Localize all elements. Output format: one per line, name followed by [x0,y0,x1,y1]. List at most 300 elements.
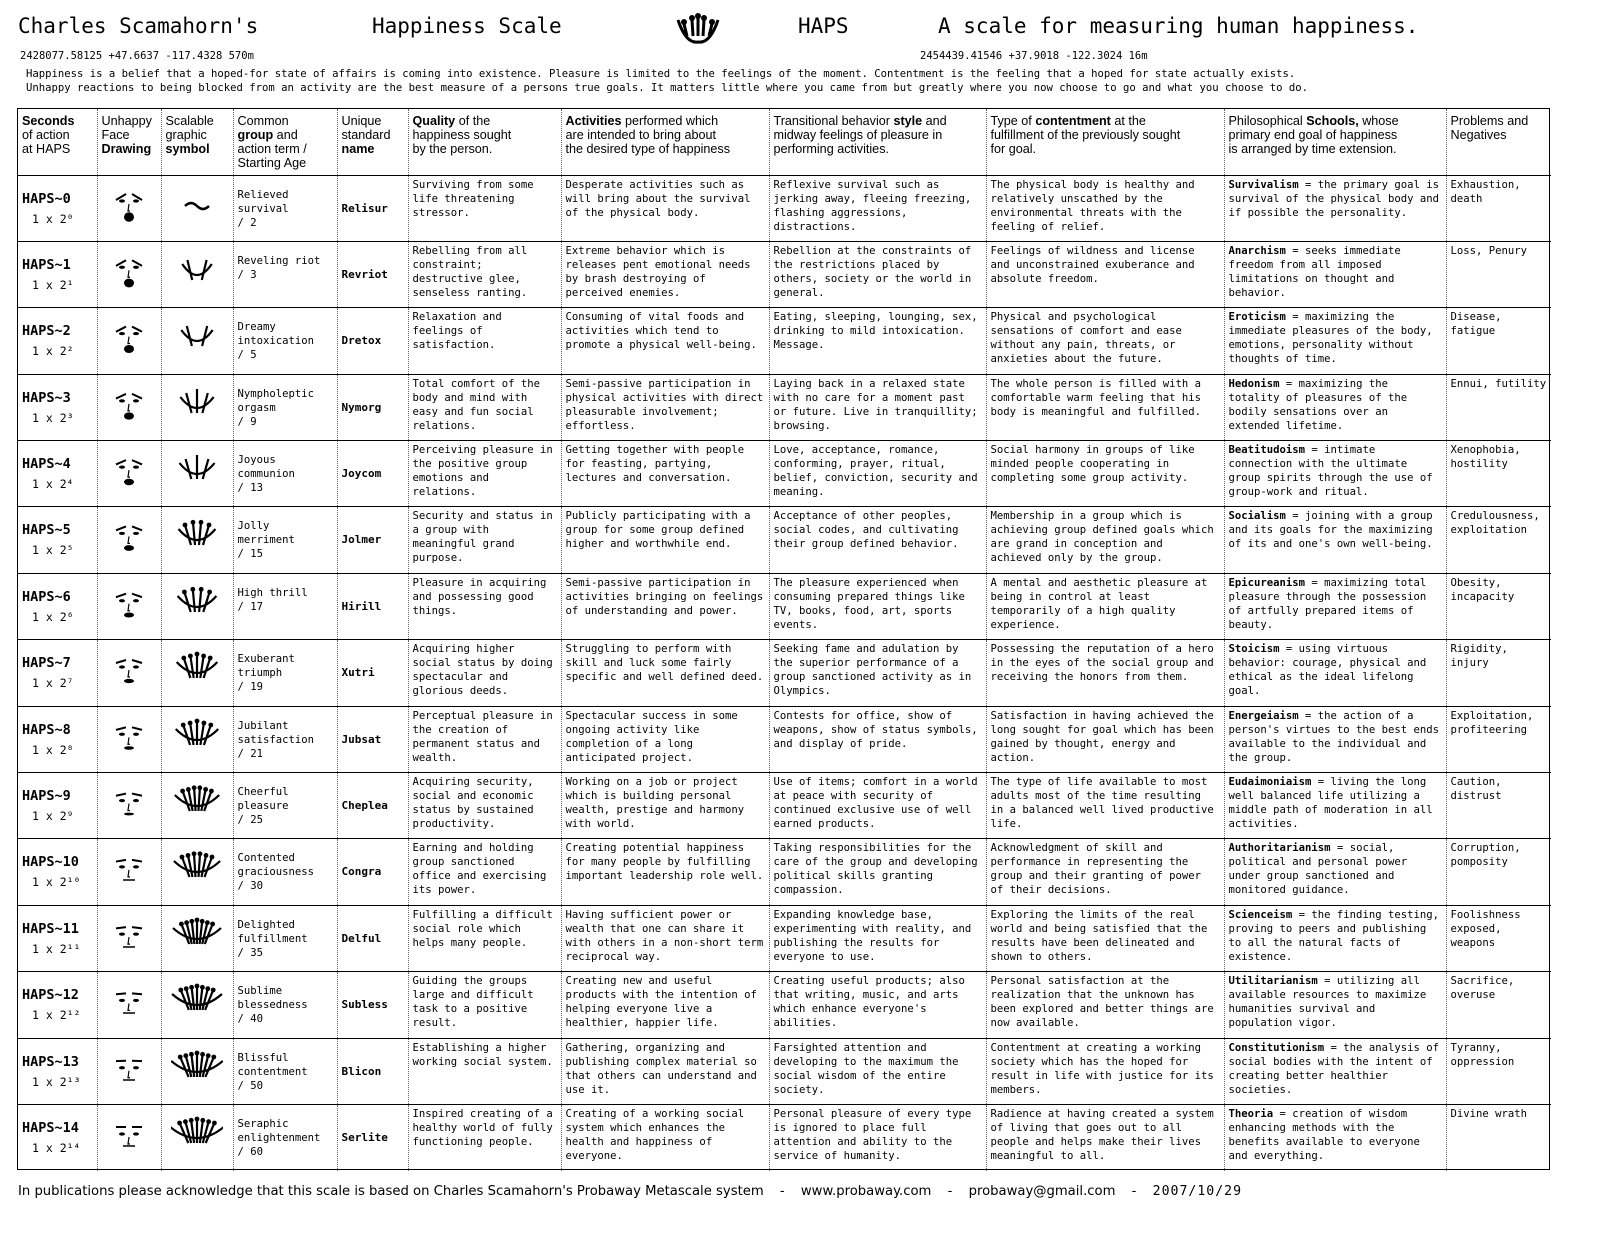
haps-level: HAPS~4 [22,456,71,473]
col-contentment: Type of contentment at the fulfillment of the previously sought for goal. [986,109,1224,175]
starting-age: / 15 [237,548,264,561]
cell-school [1224,507,1446,573]
school-description: = maximizing the immediate pleasures of the body, emotions, personality without thoughts of time. [1228,311,1433,366]
cell-style: Creating useful products; also that writing, music, and arts which enhance everyone's abilities. [769,972,986,1038]
haps-level: HAPS~7 [22,655,71,672]
col-name: Unique standard name [337,109,408,175]
starting-age: / 50 [237,1079,264,1092]
unhappy-face-icon [111,847,147,887]
table-row [18,241,1551,307]
cell-name [337,773,408,839]
table-row [18,972,1551,1038]
cell-face [97,507,161,573]
cell-contentment: The whole person is filled with a comfortable warm feeling that his body is meaningful and fulfilled. [986,374,1224,440]
haps-symbol-icon [171,1047,223,1087]
school-name: Survivalism [1228,178,1299,191]
cell-seconds [18,175,97,241]
school-name: Socialism [1228,510,1286,523]
cell-contentment: Feelings of wildness and license and unconstrained exuberance and absolute freedom. [986,241,1224,307]
school-description: = creation of wisdom enhancing methods with the benefits available to everyone and everything. [1228,1107,1420,1162]
school-description: = maximizing the totality of pleasures of the bodily sensations over an extended lifetime. [1228,377,1408,432]
table-row [18,507,1551,573]
starting-age: / 2 [237,216,257,229]
cell-school [1224,773,1446,839]
cell-school [1224,706,1446,772]
footer [18,1184,1578,1199]
table-row [18,1104,1551,1170]
unhappy-face-icon [111,515,147,555]
cell-activities: Publicly participating with a group for some group defined higher and worthwhile end. [561,507,769,573]
col-quality: Quality of the happiness sought by the person. [408,109,561,175]
cell-quality: Pleasure in acquiring and possessing good things. [408,573,561,639]
cell-face [97,972,161,1038]
cell-activities: Creating of a working social system which enhances the health and happiness of everyone. [561,1104,769,1170]
term-label: Jolly merriment [237,520,295,547]
school-description: = the action of a person's virtues to the best ends available to the individual and the group. [1228,709,1439,764]
cell-style: Seeking fame and adulation by the superior performance of a group sanctioned activity as in Olympics. [769,640,986,706]
cell-symbol [161,773,233,839]
school-description: = seeks immediate freedom from all imposed limitations on thought and behavior. [1228,244,1401,299]
cell-quality: Surviving from some life threatening stressor. [408,175,561,241]
cell-name [337,1104,408,1170]
starting-age: / 35 [237,946,264,959]
starting-age: / 40 [237,1013,264,1026]
term-label: Relieved survival [237,188,289,215]
cell-contentment: Possessing the reputation of a hero in the eyes of the social group and receiving the honors from them. [986,640,1224,706]
cell-activities: Working on a job or project which is building personal wealth, prestige and harmony with world. [561,773,769,839]
cell-school [1224,1038,1446,1104]
haps-symbol-icon [171,648,223,688]
table-row [18,441,1551,507]
haps-symbol-icon [171,449,223,489]
footer-site-link[interactable]: www.probaway.com [800,1184,932,1199]
cell-activities: Consuming of vital foods and activities which tend to promote a physical well-being. [561,308,769,374]
term-label: Delighted fulfillment [237,918,308,945]
table-row [18,308,1551,374]
author-title: Charles Scamahorn's [18,14,259,38]
school-description: = using virtuous behavior: courage, physical and ethical as the ideal lifelong goal. [1228,643,1427,698]
cell-contentment: The physical body is healthy and relatively unscathed by the environmental threats with the feeling of relief. [986,175,1224,241]
cell-problems: Foolishness exposed, weapons [1446,905,1551,971]
unhappy-face-icon [111,648,147,688]
cell-seconds [18,773,97,839]
cell-seconds [18,1104,97,1170]
intro-line-1: Happiness is a belief that a hoped-for state of affairs is coming into existence. Pleasure is limited to the feelings of the moment. Contentment is the feeling that a hoped for state actually exists. [26,68,1296,80]
cell-term [233,972,337,1038]
unhappy-face-icon [111,582,147,622]
cell-quality: Acquiring higher social status by doing spectacular and glorious deeds. [408,640,561,706]
table-row [18,374,1551,440]
table-row [18,839,1551,905]
cell-style: Acceptance of other peoples, social codes, and cultivating their group defined behavior. [769,507,986,573]
cell-name [337,1038,408,1104]
cell-name [337,175,408,241]
term-label: Joyous communion [237,454,295,481]
unique-name: Joycom [341,467,382,481]
col-schools: Philosophical Schools, whose primary end goal of happiness is arranged by time extension. [1224,109,1446,175]
col-seconds: Seconds of action at HAPS [18,109,97,175]
cell-symbol [161,1104,233,1170]
cell-name [337,640,408,706]
cell-problems: Exhaustion, death [1446,175,1551,241]
cell-seconds [18,441,97,507]
school-description: = maximizing total pleasure through the possession of artfully prepared items of beauty. [1228,576,1427,631]
cell-contentment: A mental and aesthetic pleasure at being in control at least temporarily of a high quality experience. [986,573,1224,639]
cell-seconds [18,706,97,772]
cell-activities: Semi-passive participation in activities bringing on feelings of understanding and power. [561,573,769,639]
cell-problems: Xenophobia, hostility [1446,441,1551,507]
cell-problems: Sacrifice, overuse [1446,972,1551,1038]
unique-name: Xutri [341,666,375,680]
cell-name [337,374,408,440]
cell-term [233,374,337,440]
seconds-multiplier: 1 x 2² [32,344,74,359]
cell-contentment: Membership in a group which is achieving group defined goals which are grand in conception and achieved only by the group. [986,507,1224,573]
table-row [18,1038,1551,1104]
cell-quality: Inspired creating of a healthy world of fully functioning people. [408,1104,561,1170]
cell-term [233,1104,337,1170]
haps-level: HAPS~13 [22,1053,79,1070]
haps-symbol-icon [171,980,223,1020]
cell-school [1224,241,1446,307]
cell-problems: Obesity, incapacity [1446,573,1551,639]
haps-symbol-icon [171,847,223,887]
cell-style: Expanding knowledge base, experimenting with reality, and publishing the results for everyone to use. [769,905,986,971]
haps-symbol-icon [171,316,223,356]
haps-level: HAPS~2 [22,323,71,340]
school-description: = social, political and personal power under group sanctioned and monitored guidance. [1228,842,1408,897]
cell-school [1224,972,1446,1038]
haps-logo-icon [670,10,726,48]
school-name: Stoicism [1228,643,1280,656]
cell-style: The pleasure experienced when consuming prepared things like TV, books, food, art, sports events. [769,573,986,639]
seconds-multiplier: 1 x 2⁵ [32,543,74,558]
school-description: = living the long well balanced life utilizing a middle path of moderation in all activities. [1228,776,1433,831]
haps-level: HAPS~11 [22,920,79,937]
school-name: Beatitudoism [1228,444,1306,457]
starting-age: / 19 [237,681,264,694]
footer-ack: In publications please acknowledge that this scale is based on Charles Scamahorn's Probaway Metascale system [18,1184,764,1199]
footer-sep: - [947,1184,953,1199]
school-name: Anarchism [1228,244,1286,257]
cell-style: Farsighted attention and developing to the maximum the social wisdom of the entire society. [769,1038,986,1104]
cell-contentment: Acknowledgment of skill and performance in representing the group and their granting of power of their decisions. [986,839,1224,905]
unique-name: Nymorg [341,400,382,414]
cell-seconds [18,640,97,706]
coords-left: 2428077.58125 +47.6637 -117.4328 570m [20,50,254,62]
haps-level: HAPS~10 [22,854,79,871]
title-row [18,14,1578,46]
intro-line-2: Unhappy reactions to being blocked from an activity are the best measure of a persons true goals. It matters little where you came from but greatly where you now choose to go and what you choose to do. [26,82,1308,94]
table-row [18,573,1551,639]
unique-name: Dretox [341,334,382,348]
term-label: Nympholeptic orgasm [237,387,315,414]
unique-name: Serlite [341,1130,388,1144]
seconds-multiplier: 1 x 2¹⁰ [32,875,81,890]
seconds-multiplier: 1 x 2¹ [32,277,74,292]
cell-contentment: Satisfaction in having achieved the long sought for goal which has been gained by thought, energy and action. [986,706,1224,772]
intro-text [26,67,1586,95]
cell-symbol [161,441,233,507]
seconds-multiplier: 1 x 2³ [32,410,74,425]
term-label: High thrill [237,586,308,599]
unhappy-face-icon [111,250,147,290]
unique-name: Revriot [341,267,388,281]
cell-quality: Establishing a higher working social system. [408,1038,561,1104]
cell-term [233,507,337,573]
cell-symbol [161,706,233,772]
seconds-multiplier: 1 x 2¹⁴ [32,1140,81,1155]
unhappy-face-icon [111,980,147,1020]
cell-style: Contests for office, show of weapons, show of status symbols, and display of pride. [769,706,986,772]
cell-style: Love, acceptance, romance, conforming, prayer, ritual, belief, conviction, security and meaning. [769,441,986,507]
unique-name: Relisur [341,201,388,215]
term-label: Cheerful pleasure [237,786,289,813]
cell-face [97,573,161,639]
cell-contentment: The type of life available to most adults most of the time resulting in a balanced well lived productive life. [986,773,1224,839]
cell-problems: Corruption, pomposity [1446,839,1551,905]
haps-level: HAPS~3 [22,389,71,406]
seconds-multiplier: 1 x 2⁶ [32,609,74,624]
term-label: Jubilant satisfaction [237,719,315,746]
cell-activities: Having sufficient power or wealth that one can share it with others in a non-short term reciprocal way. [561,905,769,971]
cell-seconds [18,308,97,374]
cell-name [337,441,408,507]
seconds-multiplier: 1 x 2⁴ [32,477,74,492]
cell-problems: Ennui, futility [1446,374,1551,440]
footer-sep: - [779,1184,785,1199]
cell-term [233,839,337,905]
seconds-multiplier: 1 x 2⁹ [32,809,74,824]
cell-name [337,839,408,905]
unhappy-face-icon [111,715,147,755]
school-description: = intimate connection with the ultimate group spirits through the use of group-work and ritual. [1228,444,1433,499]
cell-problems: Rigidity, injury [1446,640,1551,706]
cell-style: Personal pleasure of every type is ignored to place full attention and ability to the service of humanity. [769,1104,986,1170]
school-name: Eudaimoniaism [1228,776,1312,789]
unique-name: Blicon [341,1064,382,1078]
cell-symbol [161,640,233,706]
cell-school [1224,573,1446,639]
cell-activities: Struggling to perform with skill and luck some fairly specific and well defined deed. [561,640,769,706]
unhappy-face-icon [111,316,147,356]
unhappy-face-icon [111,914,147,954]
cell-problems: Divine wrath [1446,1104,1551,1170]
cell-problems: Loss, Penury [1446,241,1551,307]
cell-face [97,1038,161,1104]
footer-email-link[interactable]: probaway@gmail.com [968,1184,1116,1199]
tagline: A scale for measuring human happiness. [938,14,1419,38]
cell-problems: Tyranny, oppression [1446,1038,1551,1104]
starting-age: / 17 [237,600,264,613]
cell-name [337,905,408,971]
cell-seconds [18,507,97,573]
coords-right: 2454439.41546 +37.9018 -122.3024 16m [920,50,1148,62]
cell-seconds [18,374,97,440]
cell-activities: Desperate activities such as will bring about the survival of the physical body. [561,175,769,241]
cell-face [97,706,161,772]
cell-contentment: Personal satisfaction at the realization that the unknown has been explored and better things are now available. [986,972,1224,1038]
haps-symbol-icon [171,383,223,423]
cell-seconds [18,905,97,971]
cell-contentment: Contentment at creating a working society which has the hoped for result in life with justice for its members. [986,1038,1224,1104]
cell-problems: Caution, distrust [1446,773,1551,839]
cell-face [97,441,161,507]
haps-level: HAPS~14 [22,1119,79,1136]
cell-term [233,706,337,772]
seconds-multiplier: 1 x 2⁰ [32,211,74,226]
starting-age: / 21 [237,747,264,760]
cell-school [1224,441,1446,507]
cell-face [97,308,161,374]
cell-style: Rebellion at the constraints of the restrictions placed by others, society or the world in general. [769,241,986,307]
haps-symbol-icon [171,515,223,555]
cell-symbol [161,839,233,905]
cell-term [233,175,337,241]
term-label: Sublime blessedness [237,985,308,1012]
cell-term [233,640,337,706]
unique-name: Congra [341,865,382,879]
starting-age: / 25 [237,814,264,827]
cell-symbol [161,507,233,573]
col-symbol: Scalable graphic symbol [161,109,233,175]
cell-seconds [18,839,97,905]
unhappy-face-icon [111,449,147,489]
cell-symbol [161,905,233,971]
haps-symbol-icon [171,582,223,622]
unique-name: Delful [341,931,382,945]
haps-symbol-icon [171,184,223,224]
term-label: Seraphic enlightenment [237,1117,321,1144]
school-description: = the analysis of social bodies with the intent of creating better healthier societies. [1228,1041,1439,1096]
term-label: Reveling riot [237,254,321,267]
cell-face [97,241,161,307]
school-name: Constitutionism [1228,1041,1325,1054]
cell-activities: Extreme behavior which is releases pent emotional needs by brash destroying of perceived enemies. [561,241,769,307]
term-label: Exuberant triumph [237,653,295,680]
unique-name: Cheplea [341,799,388,813]
haps-level: HAPS~8 [22,721,71,738]
unhappy-face-icon [111,184,147,224]
haps-symbol-icon [171,715,223,755]
starting-age: / 3 [237,268,257,281]
cell-style: Reflexive survival such as jerking away, fleeing freezing, flashing aggressions, distractions. [769,175,986,241]
unhappy-face-icon [111,1113,147,1153]
school-description: = utilizing all available resources to maximize humanities survival and population vigor. [1228,975,1427,1030]
cell-symbol [161,374,233,440]
unique-name: Jolmer [341,533,382,547]
cell-face [97,640,161,706]
cell-contentment: Exploring the limits of the real world and being satisfied that the results have been delineated and shown to others. [986,905,1224,971]
cell-activities: Gathering, organizing and publishing complex material so that others can understand and use it. [561,1038,769,1104]
header-row [18,109,1551,175]
starting-age: / 30 [237,880,264,893]
cell-quality: Guiding the groups large and difficult task to a positive result. [408,972,561,1038]
cell-contentment: Social harmony in groups of like minded people cooperating in completing some group activity. [986,441,1224,507]
cell-seconds [18,241,97,307]
haps-symbol-icon [171,914,223,954]
cell-term [233,308,337,374]
cell-quality: Perceptual pleasure in the creation of permanent status and wealth. [408,706,561,772]
cell-face [97,773,161,839]
term-label: Contented graciousness [237,852,315,879]
unhappy-face-icon [111,1047,147,1087]
cell-style: Use of items; comfort in a world at peace with security of continued exclusive use of well earned products. [769,773,986,839]
cell-seconds [18,972,97,1038]
cell-symbol [161,1038,233,1104]
unhappy-face-icon [111,781,147,821]
cell-seconds [18,573,97,639]
cell-problems: Credulousness, exploitation [1446,507,1551,573]
cell-symbol [161,241,233,307]
seconds-multiplier: 1 x 2⁸ [32,742,74,757]
cell-school [1224,905,1446,971]
haps-level: HAPS~5 [22,522,71,539]
cell-activities: Creating potential happiness for many people by fulfilling important leadership role well. [561,839,769,905]
abbr-title: HAPS [798,14,849,38]
table-row [18,640,1551,706]
cell-symbol [161,308,233,374]
school-description: = joining with a group and its goals for the maximizing of its and one's own well-being. [1228,510,1433,551]
unique-name: Subless [341,998,388,1012]
haps-level: HAPS~1 [22,256,71,273]
school-name: Energeiaism [1228,709,1299,722]
seconds-multiplier: 1 x 2⁷ [32,676,74,691]
col-style: Transitional behavior style and midway feelings of pleasure in performing activities. [769,109,986,175]
cell-activities: Creating new and useful products with the intention of helping everyone live a healthier, happier life. [561,972,769,1038]
cell-face [97,175,161,241]
cell-name [337,573,408,639]
cell-quality: Perceiving pleasure in the positive group emotions and relations. [408,441,561,507]
cell-quality: Acquiring security, social and economic status by sustained productivity. [408,773,561,839]
cell-problems: Disease, fatigue [1446,308,1551,374]
cell-school [1224,175,1446,241]
cell-term [233,441,337,507]
cell-school [1224,1104,1446,1170]
starting-age: / 5 [237,349,257,362]
seconds-multiplier: 1 x 2¹¹ [32,941,81,956]
cell-activities: Semi-passive participation in physical activities with direct pleasurable involvement; effortless. [561,374,769,440]
seconds-multiplier: 1 x 2¹³ [32,1074,81,1089]
cell-name [337,308,408,374]
cell-activities: Spectacular success in some ongoing activity like completion of a long anticipated project. [561,706,769,772]
unhappy-face-icon [111,383,147,423]
table-row [18,773,1551,839]
school-name: Scienceism [1228,908,1293,921]
cell-face [97,374,161,440]
term-label: Blissful contentment [237,1051,308,1078]
school-description: = the finding testing, proving to peers and publishing to all the natural facts of existence. [1228,908,1439,963]
cell-term [233,241,337,307]
col-term: Common group and action term / Starting Age [233,109,337,175]
haps-level: HAPS~9 [22,788,71,805]
school-name: Authoritarianism [1228,842,1331,855]
cell-quality: Relaxation and feelings of satisfaction. [408,308,561,374]
cell-face [97,1104,161,1170]
cell-name [337,972,408,1038]
school-name: Eroticism [1228,311,1286,324]
cell-quality: Total comfort of the body and mind with easy and fun social relations. [408,374,561,440]
cell-quality: Rebelling from all constraint; destructive glee, senseless ranting. [408,241,561,307]
unique-name: Hirill [341,599,382,613]
cell-quality: Earning and holding group sanctioned office and exercising its power. [408,839,561,905]
cell-style: Eating, sleeping, lounging, sex, drinking to mild intoxication. Message. [769,308,986,374]
cell-symbol [161,175,233,241]
cell-symbol [161,972,233,1038]
table-row [18,706,1551,772]
cell-seconds [18,1038,97,1104]
table-row [18,905,1551,971]
